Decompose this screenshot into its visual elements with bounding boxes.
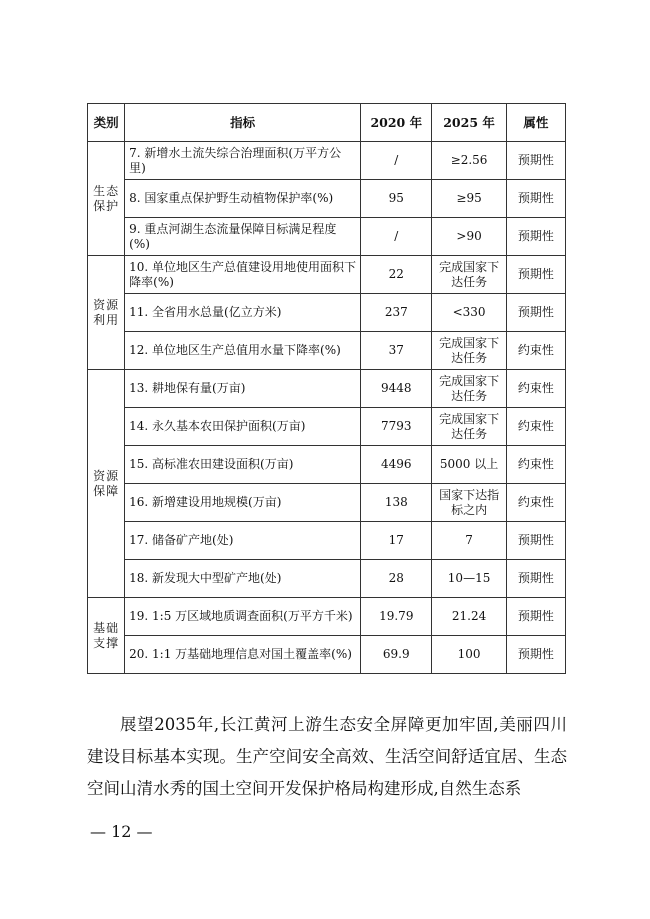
value-2020-cell: / xyxy=(361,218,432,256)
attribute-cell: 约束性 xyxy=(506,484,565,522)
indicator-cell: 15. 高标准农田建设面积(万亩) xyxy=(125,446,361,484)
value-2025-cell: <330 xyxy=(432,294,506,332)
value-2025-cell: 完成国家下达任务 xyxy=(432,256,506,294)
table-row xyxy=(88,180,566,218)
header-category: 类别 xyxy=(88,104,125,142)
indicator-cell: 9. 重点河湖生态流量保障目标满足程度(%) xyxy=(125,218,361,256)
indicator-cell: 11. 全省用水总量(亿立方米) xyxy=(125,294,361,332)
indicator-cell: 20. 1:1 万基础地理信息对国土覆盖率(%) xyxy=(125,636,361,674)
indicator-cell: 8. 国家重点保护野生动植物保护率(%) xyxy=(125,180,361,218)
attribute-cell: 预期性 xyxy=(506,636,565,674)
value-2020-cell: 17 xyxy=(361,522,432,560)
category-label: 资源保障 xyxy=(93,468,120,498)
value-2020-cell: 22 xyxy=(361,256,432,294)
table-row xyxy=(88,484,566,522)
value-2020-cell: 9448 xyxy=(361,370,432,408)
value-2020-cell: 69.9 xyxy=(361,636,432,674)
value-2020-cell: 37 xyxy=(361,332,432,370)
attribute-cell: 预期性 xyxy=(506,294,565,332)
table-row xyxy=(88,256,566,294)
value-2020-cell: 4496 xyxy=(361,446,432,484)
value-2025-cell: 完成国家下达任务 xyxy=(432,408,506,446)
category-label: 基础支撑 xyxy=(93,620,120,650)
indicator-cell: 16. 新增建设用地规模(万亩) xyxy=(125,484,361,522)
category-cell xyxy=(88,370,125,598)
body-paragraph: 展望2035年,长江黄河上游生态安全屏障更加牢固,美丽四川建设目标基本实现。生产空间安全高效、生活空间舒适宜居、生态空间山清水秀的国土空间开发保护格局构建形成,自然生态系 xyxy=(87,715,567,798)
attribute-cell: 预期性 xyxy=(506,256,565,294)
table-row xyxy=(88,598,566,636)
value-2020-cell: 237 xyxy=(361,294,432,332)
attribute-cell: 约束性 xyxy=(506,332,565,370)
value-2025-cell: ≥2.56 xyxy=(432,142,506,180)
value-2020-cell: / xyxy=(361,142,432,180)
table-row xyxy=(88,636,566,674)
value-2025-cell: 国家下达指标之内 xyxy=(432,484,506,522)
indicator-cell: 7. 新增水土流失综合治理面积(万平方公里) xyxy=(125,142,361,180)
indicator-cell: 19. 1:5 万区域地质调查面积(万平方千米) xyxy=(125,598,361,636)
attribute-cell: 预期性 xyxy=(506,598,565,636)
value-2025-cell: 100 xyxy=(432,636,506,674)
header-2020: 2020 年 xyxy=(361,104,432,142)
indicator-table xyxy=(87,103,566,674)
category-label: 生态保护 xyxy=(93,183,120,213)
table-row xyxy=(88,522,566,560)
category-cell xyxy=(88,142,125,256)
value-2020-cell: 138 xyxy=(361,484,432,522)
attribute-cell: 约束性 xyxy=(506,370,565,408)
table-row xyxy=(88,408,566,446)
indicator-cell: 13. 耕地保有量(万亩) xyxy=(125,370,361,408)
table-row xyxy=(88,294,566,332)
header-attribute: 属性 xyxy=(506,104,565,142)
attribute-cell: 预期性 xyxy=(506,560,565,598)
category-cell xyxy=(88,598,125,674)
category-label: 资源利用 xyxy=(93,297,120,327)
table-row xyxy=(88,332,566,370)
value-2025-cell: 5000 以上 xyxy=(432,446,506,484)
attribute-cell: 预期性 xyxy=(506,142,565,180)
attribute-cell: 约束性 xyxy=(506,408,565,446)
header-2025: 2025 年 xyxy=(432,104,506,142)
value-2020-cell: 28 xyxy=(361,560,432,598)
table-row xyxy=(88,218,566,256)
table-header-row xyxy=(88,104,566,142)
attribute-cell: 预期性 xyxy=(506,522,565,560)
value-2025-cell: 完成国家下达任务 xyxy=(432,370,506,408)
value-2020-cell: 19.79 xyxy=(361,598,432,636)
indicator-cell: 14. 永久基本农田保护面积(万亩) xyxy=(125,408,361,446)
value-2025-cell: 7 xyxy=(432,522,506,560)
indicator-cell: 17. 储备矿产地(处) xyxy=(125,522,361,560)
header-indicator: 指标 xyxy=(125,104,361,142)
value-2025-cell: ≥95 xyxy=(432,180,506,218)
value-2025-cell: 21.24 xyxy=(432,598,506,636)
value-2025-cell: 完成国家下达任务 xyxy=(432,332,506,370)
attribute-cell: 预期性 xyxy=(506,218,565,256)
indicator-cell: 12. 单位地区生产总值用水量下降率(%) xyxy=(125,332,361,370)
table-row xyxy=(88,370,566,408)
category-cell xyxy=(88,256,125,370)
value-2025-cell: >90 xyxy=(432,218,506,256)
attribute-cell: 约束性 xyxy=(506,446,565,484)
value-2020-cell: 95 xyxy=(361,180,432,218)
value-2020-cell: 7793 xyxy=(361,408,432,446)
page-number: — 12 — xyxy=(90,822,153,841)
table-row xyxy=(88,446,566,484)
table-row xyxy=(88,142,566,180)
table-row xyxy=(88,560,566,598)
value-2025-cell: 10—15 xyxy=(432,560,506,598)
indicator-cell: 18. 新发现大中型矿产地(处) xyxy=(125,560,361,598)
attribute-cell: 预期性 xyxy=(506,180,565,218)
indicator-cell: 10. 单位地区生产总值建设用地使用面积下降率(%) xyxy=(125,256,361,294)
